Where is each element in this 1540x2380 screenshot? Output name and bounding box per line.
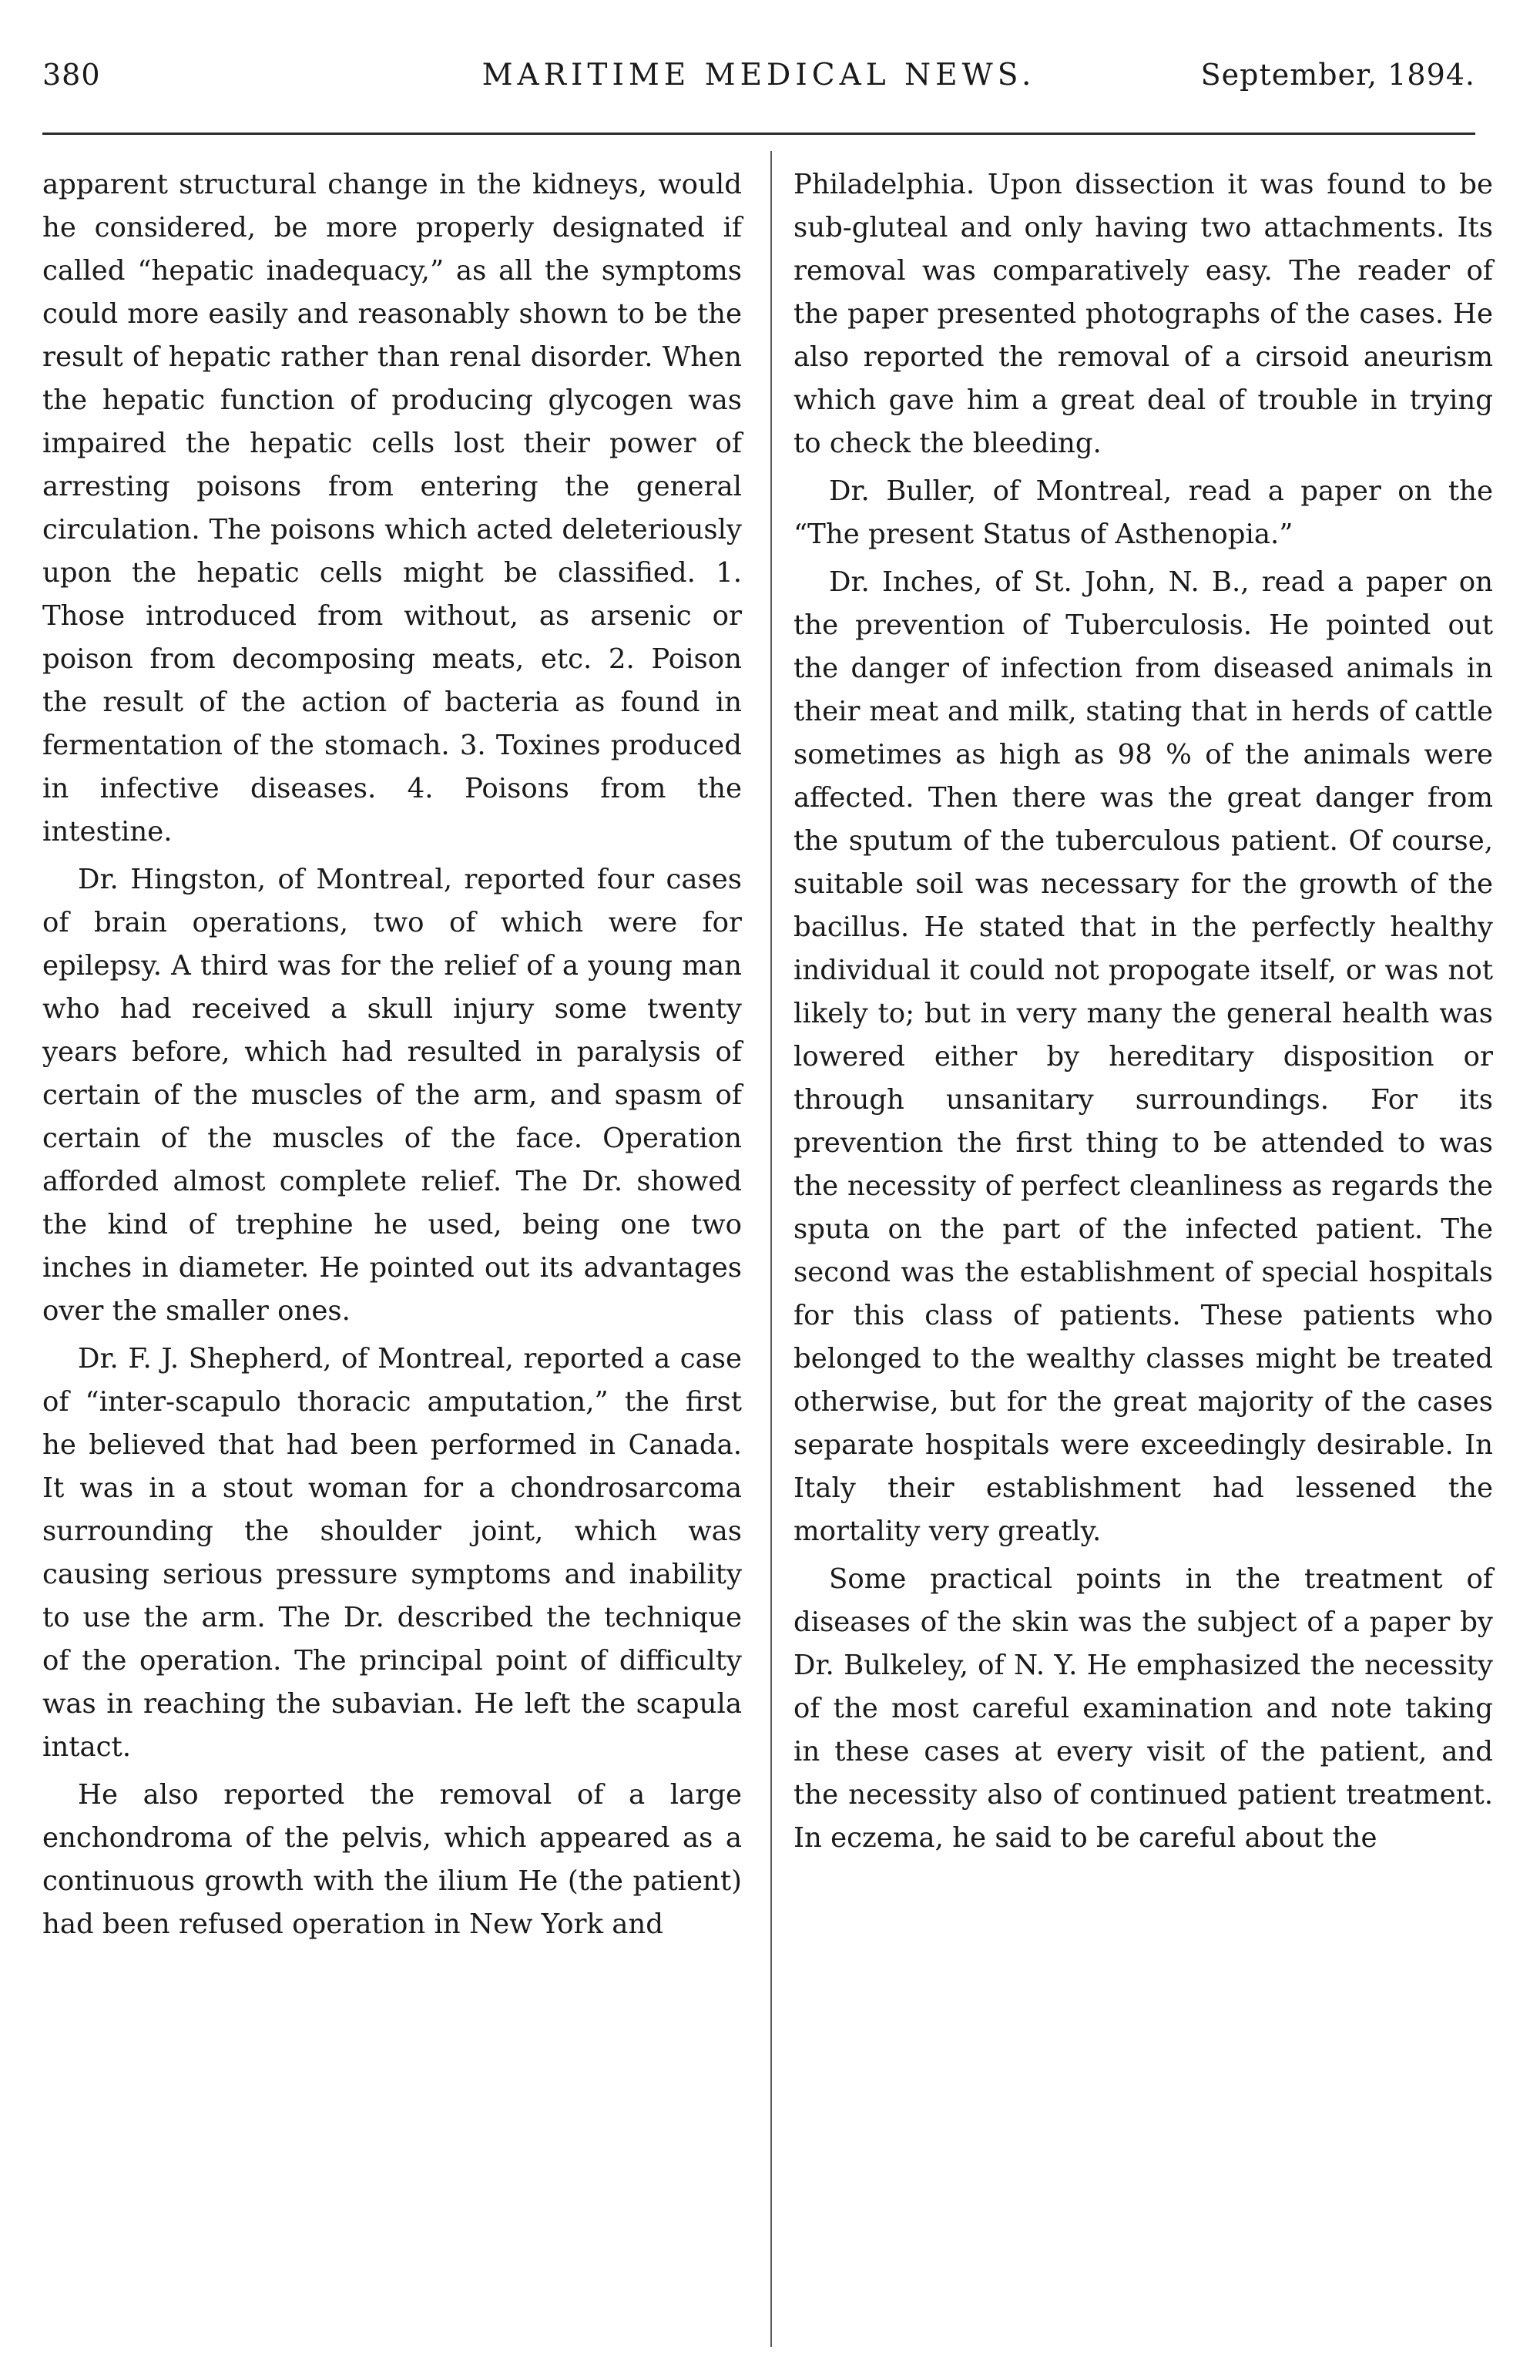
paragraph-hingston-brain-operations: Dr. Hingston, of Montreal, reported four cases of brain operations, two of which were for epilepsy. A third was for the relief of a young man who had received a skull injury some twenty years before, which had resulted in paralysis of certain of the muscles of the arm, and spasm of certain of the muscles of the face. Operation afforded almost complete relief. The Dr. showed the kind of trephine he used, being one two inches in diameter. He pointed out its advantages over the smaller ones. xyxy=(42,864,742,1327)
issue-date: September, 1894. xyxy=(1200,58,1475,92)
right-column xyxy=(793,163,1493,1865)
paragraph-hepatic-inadequacy: apparent structural change in the kidneys, would he considered, be more properly designated if called “hepatic inadequacy,” as all the symptoms could more easily and reasonably shown to be the result of hepatic rather than renal disorder. When the hepatic function of producing glycogen was impaired the hepatic cells lost their power of arresting poisons from entering the general circulation. The poisons which acted deleteriously upon the hepatic cells might be classified. 1. Those introduced from without, as arsenic or poison from decomposing meats, etc. 2. Poison the result of the action of bacteria as found in fermentation of the stomach. 3. Toxines produced in infective diseases. 4. Poisons from the intestine. xyxy=(42,169,742,848)
left-column xyxy=(42,163,742,1951)
paragraph-bulkeley-skin-diseases: Some practical points in the treatment of diseases of the skin was the subject of a paper by Dr. Bulkeley, of N. Y. He emphasized the necessity of the most careful examination and note taking in these cases at every visit of the patient, and the necessity also of continued patient treatment. In eczema, he said to be careful about the xyxy=(793,1563,1493,1854)
header-rule xyxy=(42,133,1475,135)
column-divider xyxy=(770,151,772,2347)
journal-title: MARITIME MEDICAL NEWS. xyxy=(481,58,1036,92)
paragraph-shepherd-amputation: Dr. F. J. Shepherd, of Montreal, reported a case of “inter-scapulo thoracic amputation,” the first he believed that had been performed in Canada. It was in a stout woman for a chondrosarcoma surrounding the shoulder joint, which was causing serious pressure symptoms and inability to use the arm. The Dr. described the technique of the operation. The principal point of difficulty was in reaching the subavian. He left the scapula intact. xyxy=(42,1343,742,1763)
paragraph-philadelphia-dissection: Philadelphia. Upon dissection it was found to be sub-gluteal and only having two attachments. Its removal was comparatively easy. The reader of the paper presented photographs of the cases. He also reported the removal of a cirsoid aneurism which gave him a great deal of trouble in trying to check the bleeding. xyxy=(793,169,1493,459)
paragraph-inches-tuberculosis: Dr. Inches, of St. John, N. B., read a paper on the prevention of Tuberculosis. He pointed out the danger of infection from diseased animals in their meat and milk, stating that in herds of cattle sometimes as high as 98 % of the animals were affected. Then there was the great danger from the sputum of the tuberculous patient. Of course, suitable soil was necessary for the growth of the bacillus. He stated that in the perfectly healthy individual it could not propogate itself, or was not likely to; but in very many the general health was lowered either by hereditary disposition or through unsanitary surroundings. For its prevention the first thing to be attended to was the necessity of perfect cleanliness as regards the sputa on the part of the infected patient. The second was the establishment of special hospitals for this class of patients. These patients who belonged to the wealthy classes might be treated otherwise, but for the great majority of the cases separate hospitals were exceedingly desirable. In Italy their establishment had lessened the mortality very greatly. xyxy=(793,566,1493,1547)
paragraph-enchondroma-pelvis: He also reported the removal of a large enchondroma of the pelvis, which appeared as a continuous growth with the ilium He (the patient) had been refused operation in New York and xyxy=(42,1779,742,1940)
page-number: 380 xyxy=(42,58,101,92)
page-header xyxy=(42,42,1475,96)
paragraph-buller-asthenopia: Dr. Buller, of Montreal, read a paper on the “The present Status of Asthenopia.” xyxy=(793,475,1493,550)
